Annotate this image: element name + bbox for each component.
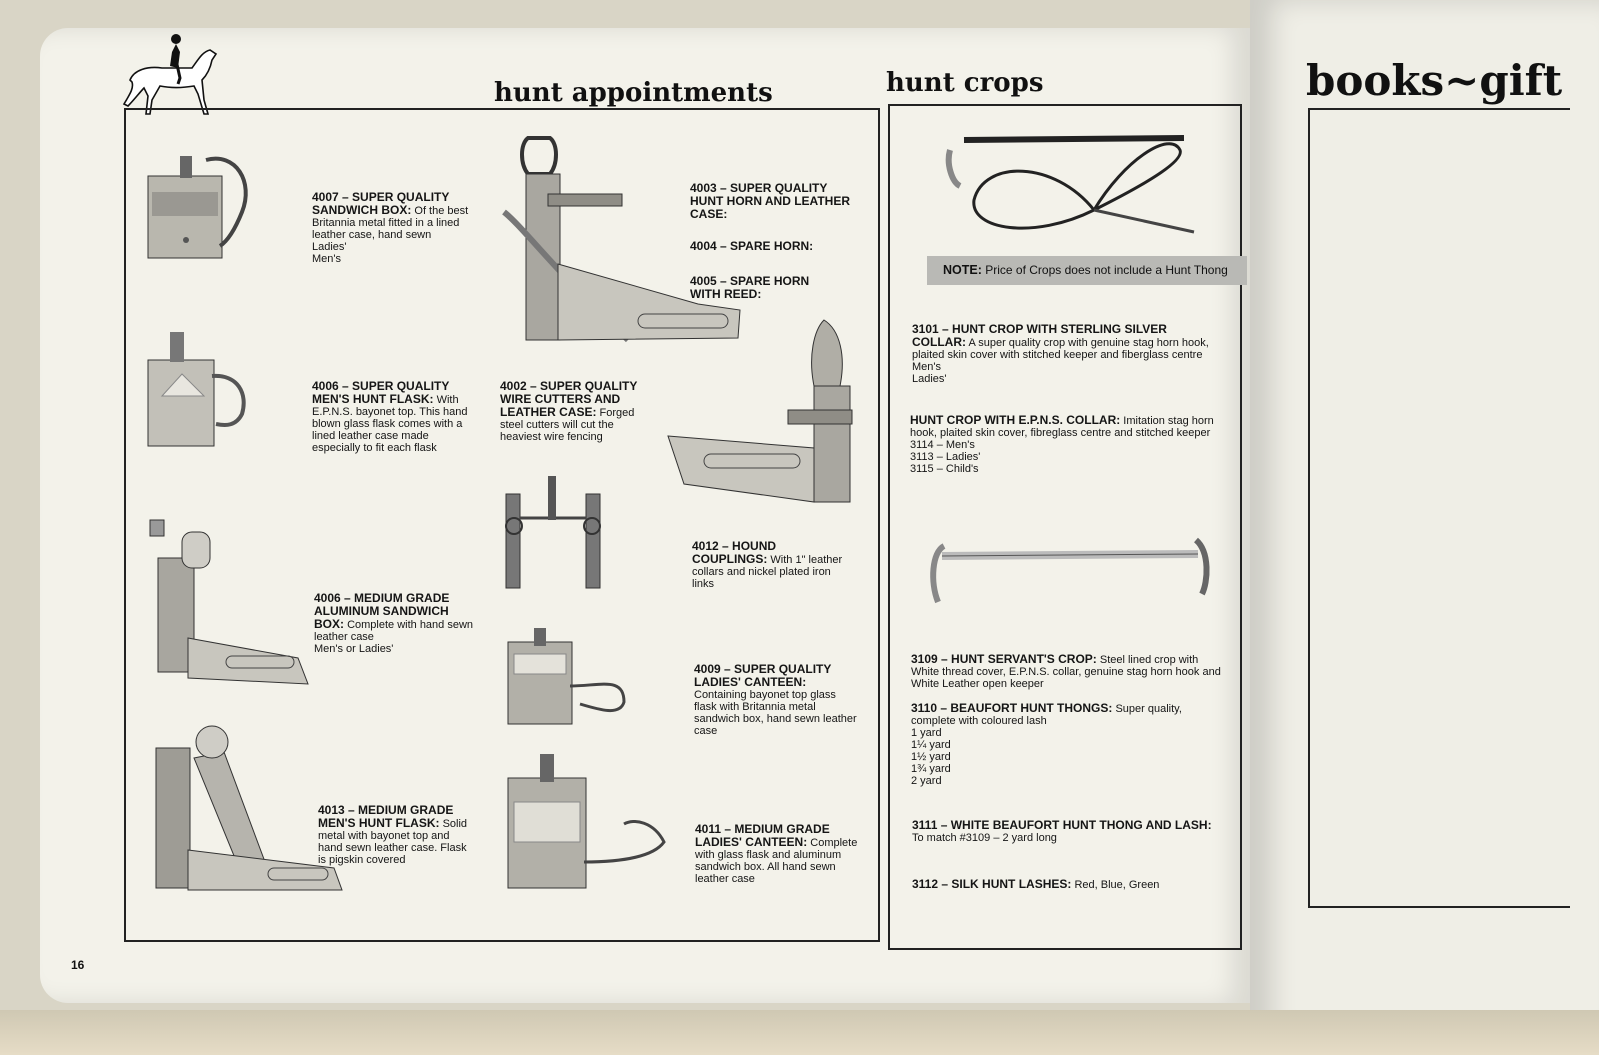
wire-cutters-illustration — [664, 316, 854, 506]
crop-3111 — [912, 807, 1222, 844]
item-text: Solid metal with bayonet top and hand sewn leather case. Flask is pigskin covered — [318, 818, 468, 866]
item-text: Red, Blue, Green — [1074, 879, 1160, 891]
item-text: To match #3109 – 2 yard long — [912, 832, 1057, 844]
hunt-appointments-heading: hunt appointments — [494, 78, 773, 108]
item-text: With E.P.N.S. bayonet top. This hand blown glass flask comes with a lined leather case made especially to fit each flask — [312, 394, 468, 454]
medium-ladies-canteen-illustration — [504, 752, 670, 892]
item-text: A super quality crop with genuine stag horn hook, plaited skin cover with stitched keeper and fiberglass centre Men's Ladies' — [912, 337, 1209, 385]
hunt-crops-heading: hunt crops — [886, 68, 1044, 98]
item-text: With 1" leather collars and nickel plated iron links — [692, 554, 843, 590]
item-code: 3101 – HUNT CROP WITH STERLING SILVER COLLAR: — [912, 322, 1167, 349]
item-4005 — [690, 263, 840, 301]
item-code: 3110 – BEAUFORT HUNT THONGS: — [911, 701, 1113, 715]
item-code: 4007 – SUPER QUALITY SANDWICH BOX: — [312, 190, 450, 217]
item-4006-flask — [312, 368, 472, 454]
books-gift-heading: books~gift — [1306, 56, 1563, 105]
ladies-canteen-illustration — [504, 626, 628, 726]
item-text: Complete with hand sewn leather case Men's or Ladies' — [314, 619, 474, 655]
item-code: 3109 – HUNT SERVANT'S CROP: — [911, 652, 1097, 666]
item-text: Forged steel cutters will cut the heaviest wire fencing — [500, 407, 635, 443]
page-number: 16 — [71, 958, 85, 972]
item-text: Containing bayonet top glass flask with Britannia metal sandwich box, hand sewn leather case — [694, 689, 857, 737]
crop-3112 — [912, 866, 1222, 891]
item-code: HUNT CROP WITH E.P.N.S. COLLAR: — [910, 413, 1121, 427]
item-4003 — [690, 170, 860, 221]
books-frame — [1308, 108, 1570, 908]
crop-epns — [910, 402, 1226, 475]
item-4004 — [690, 228, 860, 253]
item-4011 — [695, 811, 859, 885]
item-text: Imitation stag horn hook, plaited skin cover, fibreglass centre and stitched keeper 3114 – Men's 3113 – Ladies' 3115 – Child's — [910, 415, 1214, 475]
item-code: 4006 – MEDIUM GRADE ALUMINUM SANDWICH BOX: — [314, 591, 450, 631]
item-code: 4006 – SUPER QUALITY MEN'S HUNT FLASK: — [312, 379, 450, 406]
item-code: 3112 – SILK HUNT LASHES: — [912, 877, 1072, 891]
note-label: NOTE: — [943, 263, 982, 277]
item-code: 4002 – SUPER QUALITY WIRE CUTTERS AND LEATHER CASE: — [500, 379, 638, 419]
item-text: Steel lined crop with White thread cover, E.P.N.S. collar, genuine stag horn hook and White Leather open keeper — [911, 654, 1221, 690]
item-4013 — [318, 792, 476, 866]
item-code: 4009 – SUPER QUALITY LADIES' CANTEEN: — [694, 662, 832, 689]
horse-and-rider-icon — [122, 30, 222, 120]
item-code: 4011 – MEDIUM GRADE LADIES' CANTEEN: — [695, 822, 830, 849]
aluminum-sandwich-box-illustration — [148, 518, 314, 688]
item-4006-sandwich — [314, 580, 474, 655]
item-code: 4012 – HOUND COUPLINGS: — [692, 539, 777, 566]
crop-3101 — [912, 311, 1224, 385]
item-text: Complete with glass flask and aluminum sandwich box. All hand sewn leather case — [695, 837, 858, 885]
crop-3110 — [911, 690, 1227, 787]
item-4002 — [500, 368, 656, 443]
item-4009 — [694, 651, 858, 737]
item-code: 4003 – SUPER QUALITY HUNT HORN AND LEATHER CASE: — [690, 181, 850, 221]
item-4007 — [312, 179, 472, 265]
item-code: 4005 – SPARE HORN WITH REED: — [690, 274, 810, 301]
item-code: 4013 – MEDIUM GRADE MEN'S HUNT FLASK: — [318, 803, 454, 830]
item-4012 — [692, 528, 852, 590]
item-text: Of the best Britannia metal fitted in a lined leather case, hand sewn Ladies' Men's — [312, 205, 469, 265]
crop-3109 — [911, 641, 1227, 690]
item-code: 3111 – WHITE BEAUFORT HUNT THONG AND LASH: — [912, 818, 1212, 832]
hunt-servants-crop-illustration — [928, 532, 1210, 612]
item-code: 4004 – SPARE HORN: — [690, 239, 814, 253]
crop-note — [927, 256, 1247, 285]
hunt-crop-sterling-illustration — [944, 120, 1202, 244]
item-text: Super quality, complete with coloured lash 1 yard 1¼ yard 1½ yard 1¾ yard 2 yard — [911, 703, 1182, 787]
hunt-flask-illustration — [146, 330, 250, 448]
sandwich-box-illustration — [146, 152, 256, 264]
table-surface — [0, 1010, 1599, 1055]
hound-couplings-illustration — [500, 474, 610, 590]
note-text: Price of Crops does not include a Hunt Thong — [985, 263, 1228, 277]
